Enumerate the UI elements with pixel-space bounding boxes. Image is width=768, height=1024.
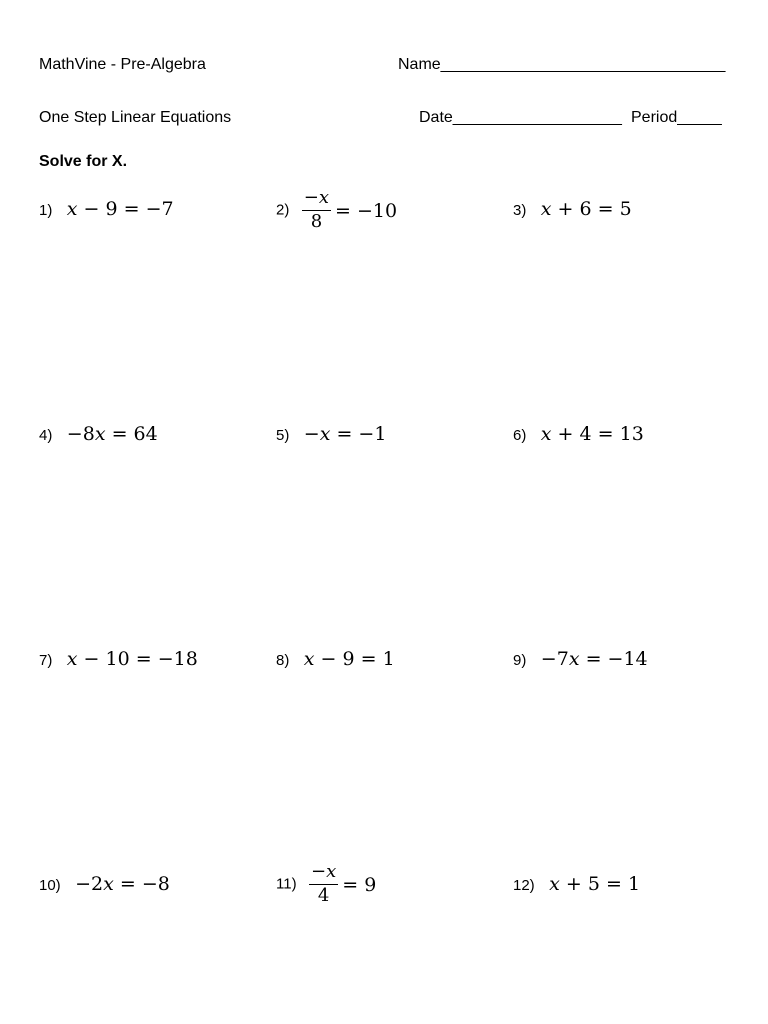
equation: x + 6 = 5 xyxy=(540,198,632,220)
problem-11 xyxy=(276,862,376,907)
problem-number: 7) xyxy=(39,652,53,669)
period-field[interactable]: Period_____ xyxy=(631,109,722,126)
equation-rhs: = 9 xyxy=(342,873,377,896)
equation: −7x = −14 xyxy=(540,648,648,670)
problem-1 xyxy=(39,197,174,221)
date-field[interactable]: Date___________________ xyxy=(419,109,622,126)
problem-6 xyxy=(513,422,644,446)
problem-number: 2) xyxy=(276,201,290,219)
name-field[interactable]: Name________________________________ xyxy=(398,56,726,73)
instructions: Solve for X. xyxy=(39,153,128,170)
equation: x + 5 = 1 xyxy=(549,873,641,895)
equation-rhs: = −10 xyxy=(335,199,398,222)
problem-number: 9) xyxy=(513,652,527,669)
equation: x − 9 = −7 xyxy=(66,198,174,220)
problem-number: 11) xyxy=(276,875,297,893)
problem-8 xyxy=(276,647,395,671)
equation: −x = −1 xyxy=(303,423,387,445)
publisher-title: MathVine - Pre-Algebra xyxy=(39,56,206,73)
problem-4 xyxy=(39,422,158,446)
equation: x − 10 = −18 xyxy=(66,648,198,670)
problem-number: 10) xyxy=(39,877,61,894)
problem-number: 12) xyxy=(513,877,535,894)
problem-2 xyxy=(276,188,397,233)
equation: −2x = −8 xyxy=(75,873,170,895)
problem-number: 5) xyxy=(276,427,290,444)
problem-3 xyxy=(513,197,632,221)
problem-number: 6) xyxy=(513,427,527,444)
problem-number: 3) xyxy=(513,202,527,219)
fraction: $\frac{-x}{8}$ xyxy=(303,187,330,232)
equation: x − 9 = 1 xyxy=(303,648,395,670)
fraction: $\frac{-x}{4}$ xyxy=(311,861,337,906)
problem-number: 1) xyxy=(39,202,53,219)
problem-number: 8) xyxy=(276,652,290,669)
problem-10 xyxy=(39,872,170,896)
problem-number: 4) xyxy=(39,427,53,444)
worksheet-topic: One Step Linear Equations xyxy=(39,109,232,126)
equation: x + 4 = 13 xyxy=(540,423,644,445)
problem-7 xyxy=(39,647,198,671)
problem-9 xyxy=(513,647,648,671)
problem-12 xyxy=(513,872,640,896)
problem-5 xyxy=(276,422,386,446)
equation: −8x = 64 xyxy=(66,423,158,445)
